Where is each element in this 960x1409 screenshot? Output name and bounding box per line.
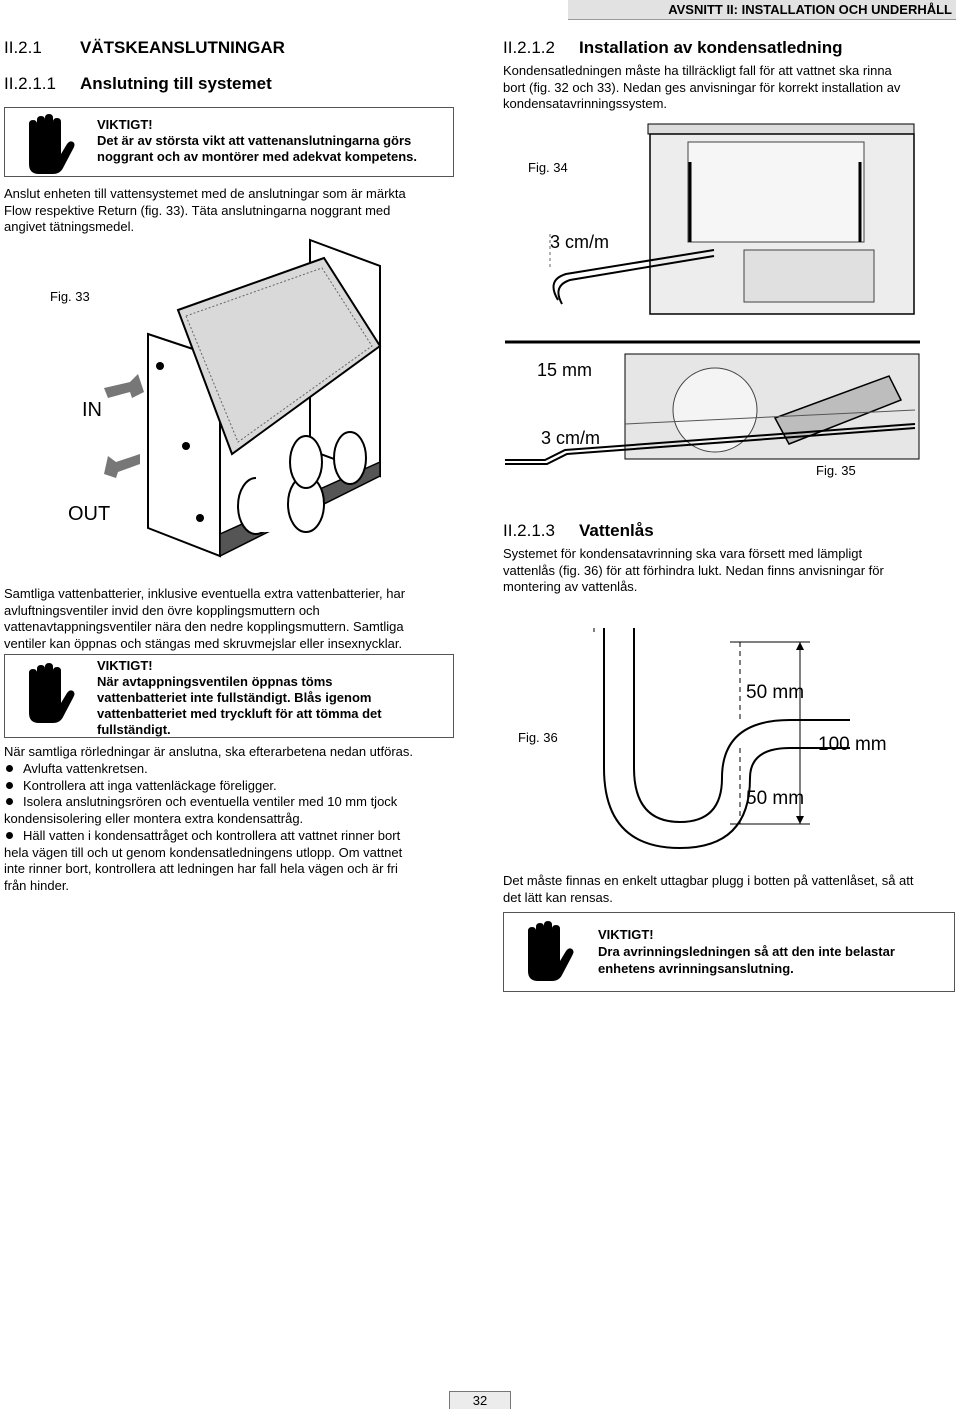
fig33-label: Fig. 33 xyxy=(50,289,90,304)
paragraph-line: Det måste finnas en enkelt uttagbar plugg i botten på vattenlåset, så att xyxy=(503,873,914,888)
hand-stop-icon xyxy=(15,663,79,723)
fig36-dim-upper: 50 mm xyxy=(746,682,805,703)
heading-sub-number: II.2.1.1 xyxy=(4,74,56,93)
paragraph-after-work: När samtliga rörledningar är anslutna, ska efterarbetena nedan utföras. xyxy=(4,744,414,759)
warning-2-line4: fullständigt. xyxy=(97,722,171,737)
fig36-dim-lower: 50 mm xyxy=(746,788,805,809)
paragraph-line: det lätt kan rensas. xyxy=(503,889,613,905)
hand-stop-icon xyxy=(15,114,79,174)
fig36-water-trap-illustration xyxy=(590,628,900,868)
fig36-label: Fig. 36 xyxy=(518,730,558,745)
heading-main xyxy=(4,38,285,58)
paragraph-line: Flow respektive Return (fig. 33). Täta anslutningarna noggrant med xyxy=(4,202,391,218)
paragraph-line: bort (fig. 32 och 33). Nedan ges anvisningar för korrekt installation av xyxy=(503,79,901,95)
fig35-gap-label: 15 mm xyxy=(537,360,593,380)
warning-3-line1: Dra avrinningsledningen så att den inte belastar xyxy=(598,944,895,959)
warning-2-line2: vattenbatteriet inte fullständigt. Blås igenom xyxy=(97,690,372,705)
after-work-list xyxy=(4,761,464,894)
fig33-unit-illustration xyxy=(60,236,470,566)
heading-sub-title: Anslutning till systemet xyxy=(80,74,272,93)
heading-condensate-number: II.2.1.2 xyxy=(503,38,555,57)
list-item: Isolera anslutningsrören och eventuella ventiler med 10 mm tjock kondensisolering eller montera extra kondensattråg. xyxy=(4,794,398,826)
fig35-drain-illustration xyxy=(505,340,920,465)
paragraph-line: Anslut enheten till vattensystemet med de anslutningar som är märkta xyxy=(4,186,406,201)
warning-box-3 xyxy=(503,912,955,992)
paragraph-plug xyxy=(503,873,913,906)
fig34-label: Fig. 34 xyxy=(528,160,568,175)
paragraph-line: vattenavtappningsventiler nära den nedre kopplingsmuttern. Samtliga xyxy=(4,619,404,634)
warning-2-line1: När avtappningsventilen öppnas töms xyxy=(97,674,333,689)
warning-3-line2: enhetens avrinningsanslutning. xyxy=(598,961,794,976)
paragraph-condensate xyxy=(503,63,900,113)
paragraph-line: avluftningsventiler invid den övre kopplingsmuttern och xyxy=(4,602,320,618)
fig33-in-label: IN xyxy=(82,399,102,421)
fig34-drain-illustration xyxy=(538,122,918,320)
warning-2-title: VIKTIGT! xyxy=(97,658,153,673)
paragraph-trap xyxy=(503,546,884,596)
heading-trap-title: Vattenlås xyxy=(579,521,654,540)
section-header: AVSNITT II: INSTALLATION OCH UNDERHÅLL xyxy=(568,0,956,20)
fig34-slope-label: 3 cm/m xyxy=(550,232,610,252)
list-item: Avlufta vattenkretsen. xyxy=(4,761,464,778)
fig35-slope-label: 3 cm/m xyxy=(541,428,601,448)
paragraph-connection xyxy=(4,186,406,236)
heading-trap-number: II.2.1.3 xyxy=(503,521,555,540)
page-number: 32 xyxy=(449,1391,511,1409)
paragraph-line: montering av vattenlås. xyxy=(503,579,638,594)
warning-box-2 xyxy=(4,654,454,738)
warning-2-line3: vattenbatteriet med tryckluft för att tömma det xyxy=(97,706,382,721)
paragraph-line: kondensatavrinningssystem. xyxy=(503,96,668,111)
paragraph-line: Kondensatledningen måste ha tillräckligt fall för att vattnet ska rinna xyxy=(503,63,892,78)
fig36-dim-total: 100 mm xyxy=(818,734,887,755)
list-item: Häll vatten i kondensattråget och kontrollera att vattnet rinner bort hela vägen till och ut genom kondensatledningens utlopp. Om vattnet inte rinner bort, kontrollera att ledningen har fall hela vägen och är fri från hinder. xyxy=(4,828,403,893)
list-item: Kontrollera att inga vattenläckage föreligger. xyxy=(4,778,464,795)
heading-main-title: VÄTSKEANSLUTNINGAR xyxy=(80,38,285,57)
heading-trap xyxy=(503,521,654,541)
heading-main-number: II.2.1 xyxy=(4,38,42,57)
heading-sub xyxy=(4,74,272,94)
paragraph-line: vattenlås (fig. 36) för att förhindra lukt. Nedan finns anvisningar för xyxy=(503,562,884,578)
heading-condensate-title: Installation av kondensatledning xyxy=(579,38,843,57)
paragraph-vents xyxy=(4,586,405,652)
warning-box-1 xyxy=(4,107,454,177)
paragraph-line: angivet tätningsmedel. xyxy=(4,219,135,234)
paragraph-line: ventiler kan öppnas och stängas med skruvmejslar eller insexnycklar. xyxy=(4,635,403,651)
fig33-out-label: OUT xyxy=(68,503,111,525)
paragraph-line: Samtliga vattenbatterier, inklusive eventuella extra vattenbatterier, har xyxy=(4,586,406,601)
hand-stop-icon xyxy=(514,921,578,981)
warning-1-title: VIKTIGT! xyxy=(97,117,153,132)
heading-condensate xyxy=(503,38,843,58)
fig35-label: Fig. 35 xyxy=(816,463,856,478)
warning-3-title: VIKTIGT! xyxy=(598,927,654,942)
paragraph-line: Systemet för kondensatavrinning ska vara försett med lämpligt xyxy=(503,546,863,561)
warning-1-line1: Det är av största vikt att vattenanslutningarna görs xyxy=(97,133,412,148)
warning-1-line2: noggrant och av montörer med adekvat kompetens. xyxy=(97,149,418,164)
